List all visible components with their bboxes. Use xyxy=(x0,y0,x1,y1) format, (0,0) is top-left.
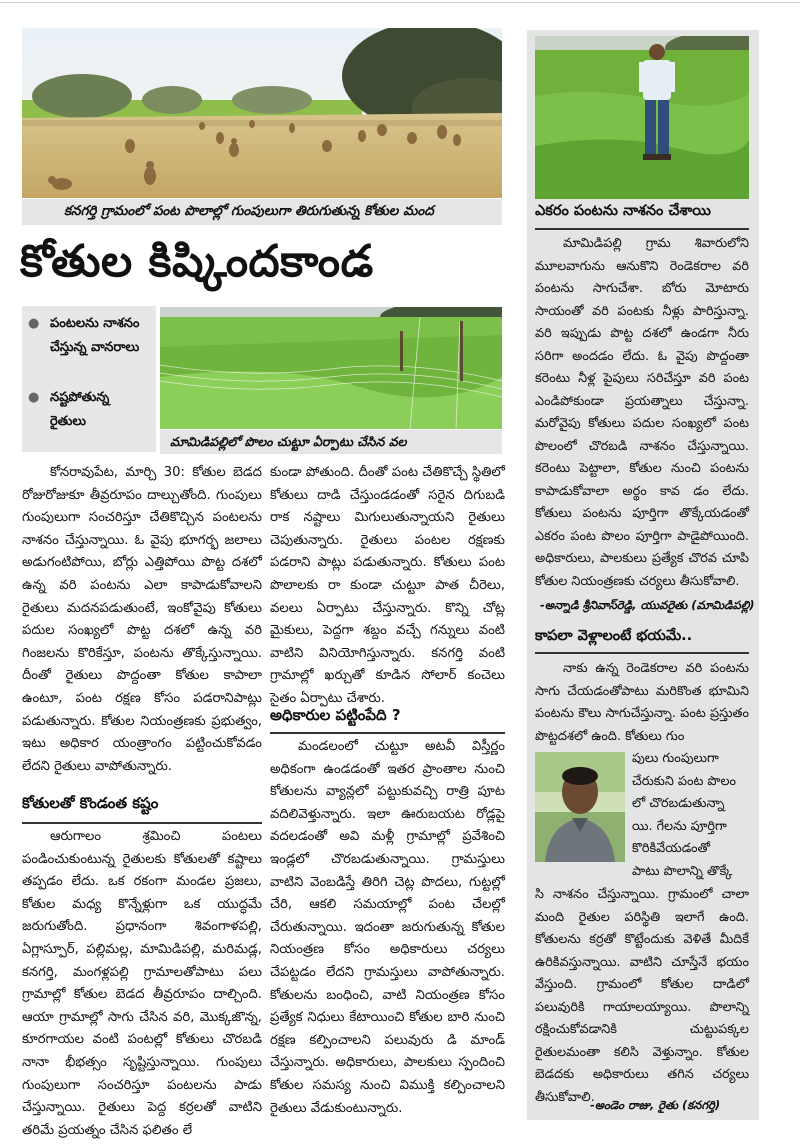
wrap-line: చేరుకుని పంట పొలం xyxy=(632,773,737,789)
section-heading: అధికారుల పట్టింపేది ? xyxy=(270,706,401,724)
sidebar-quote-2 xyxy=(535,658,749,748)
section-rule xyxy=(270,732,505,734)
sidebar-paragraph: నాకు ఉన్న రెండెకరాల వరి పంటను సాగు చేయడంతోపాటు మరికొంత భూమిని పంటను కౌలు సాగుచేస్తున్నా. పంట ప్రస్తుతం పొట్టదశలో ఉంది. కోతులు గుం xyxy=(535,661,749,744)
sidebar-attribution: -అన్నాడి శ్రీనివాస్‌రెడ్డి, యువరైతు (మామిడిపల్లి) xyxy=(540,598,755,612)
article-paragraph: మండలంలో చుట్టూ అటవీ విస్తీర్ణం అధికంగా ఉండడంతో ఇతర ప్రాంతాల నుంచి కోతులను వ్యాన్లలో పట్టుకువచ్చి రాత్రి పూట వదిలివెళ్తున్నారు. ఇలా ఊరుబయట రోడ్లపై వదలడంతో అవి మళ్లీ గ్రామాల్లో ప్రవేశించి ఇండ్లలో చొరబడుతున్నాయి. గ్రామస్తులు వాటిని వెంబడిస్తే తిరిగి చెట్ల పొదలు, గుట్టల్లో చేరి, ఆకలి సమయాల్లో పంట చేలల్లో చేరుతున్నాయి. ఇదంతా జరుగుతున్న కోతుల నియంత్రణ కోసం అధికారులు చర్యలు చేపట్టడం లేదని గ్రామస్తులు వాపోతున్నారు. కోతులను బంధించి, వాటి నియంత్రణ కోసం ప్రత్యేక నిధులు కేటాయించి కోతుల బారి నుంచి రక్షణ కల్పించాలని పలువురు డి మాండ్ చేస్తున్నారు. అధికారులు, పాలకులు స్పందించి కోతుల సమస్య నుంచి విముక్తి కల్పించాలని రైతులు వేడుకుంటున్నారు. xyxy=(270,739,505,1116)
wrap-line: పాటు పొలాన్ని తొక్కే xyxy=(632,863,733,879)
sidebar-paragraph: మామిడిపల్లి గ్రామ శివారులోని మూలవాగును ఆనుకొని రెండెకరాల వరి పంటను సాగుచేశా. బోరు మోటారు సాయంతో వరి పంటకు నీళ్లు పారిస్తున్నా. వరి ఇప్పుడు పొట్ట దశలో ఉండగా నీరు సరిగా అందడం లేదు. ఓ వైపు పొద్దంతా కరెంటు నీళ్ల పైపులు సరిచేస్తూ వరి పంట ఎండిపోకుండా ప్రయత్నాలు చేస్తున్నా. మరోవైపు కోతులు పదుల సంఖ్యలో పంట పొలంలో చొరబడి నాశనం చేస్తున్నాయి. కరెంటు పెట్టాలా, కోతుల నుంచి పంటను కాపాడుకోవాలా అర్థం కావ డం లేదు. కోతులు పంటను పూర్తిగా తొక్కేయడంతో ఎకరం పంట పొలం పూర్తిగా పాడైపోయింది. అధికారులు, పాలకులు ప్రత్యేక చొరవ చూపి కోతుల నియంత్రణకు చర్యలు తీసుకోవాలి. xyxy=(535,236,749,589)
wrap-line: యి. గేలను పూర్తిగా xyxy=(632,818,727,834)
sidebar-attribution: -అండెం రాజు, రైతు (కనగర్తి) xyxy=(590,1098,721,1112)
highlight-text: పంటలను నాశనం చేస్తున్న వానరాలు xyxy=(50,316,140,355)
sidebar-wrap-text xyxy=(632,748,750,883)
top-photo-caption: కనగర్తి గ్రామంలో పంట పొలాల్లో గుంపులుగా తిరుగుతున్న కోతుల మంద xyxy=(64,203,434,219)
sidebar-rule xyxy=(535,652,749,654)
highlight-item xyxy=(28,386,150,434)
middle-photo-caption: మామిడిపల్లిలో పొలం చుట్టూ ఏర్పాటు చేసిన వల xyxy=(170,434,407,449)
article-column-1-cont xyxy=(22,826,262,1142)
monkeys-field-photo xyxy=(22,28,502,198)
sidebar-paragraph: సి నాశనం చేస్తున్నాయి. గ్రామంలో చాలా మంది రైతుల పరిస్థితి ఇలాగే ఉంది. కోతులను కర్రతో కొట్టేందుకు వెళితే మీదికే ఉరికివస్తున్నాయి. వాటిని చూస్తేనే భయం వేస్తుంది. గ్రామంలో కోతుల దాడిలో పలువురికి గాయాలయ్యాయి. పొలాన్ని రక్షించుకోవడానికి చుట్టుపక్కల రైతులమంతా కలిసి వెళ్తున్నాం. కోతుల బెడదకు అధికారులు తగిన చర్యలు తీసుకోవాలి. xyxy=(535,887,749,1105)
wrap-line: కొరికివేయడంతో xyxy=(632,841,710,856)
sidebar-heading: కాపలా వెళ్లాలంటే భయమే.. xyxy=(535,628,693,644)
section-rule xyxy=(22,822,262,824)
section-heading: కోతులతో కొండంత కష్టం xyxy=(22,794,159,812)
page-top-edge xyxy=(0,2,800,3)
farmer-photo-2 xyxy=(535,752,625,862)
article-paragraph: కోనరావుపేట, మార్చి 30: కోతుల బెడద రోజురోజుకూ తీవ్రరూపం దాల్చుతోంది. గుంపులు గుంపులుగా సంచరిస్తూ చేతికొచ్చిన పంటలను నాశనం చేస్తున్నాయి. ఓ వైపు భూగర్భ జలాలు అడుగంటిపోయి, బోర్లు ఎత్తిపోయి పొట్ట దశలో ఉన్న వరి పంటను ఎలా కాపాడుకోవాలని రైతులు మదనపడుతుంటే, ఇంకోవైపు కోతులు పదుల సంఖ్యలో పొట్ట దశలో ఉన్న వరి గింజలను కొరికేస్తూ, పంటను తొక్కేస్తున్నాయి. దీంతో రైతులు పొద్దంతా కోతుల కాపాలా ఉంటూ, పంట రక్షణ కోసం పడరానిపాట్లు పడుతున్నారు. కోతుల నియంత్రణకు ప్రభుత్వం, ఇటు అధికార యంత్రాంగం పట్టించుకోవడం లేదని రైతులు వాపోతున్నారు. xyxy=(22,465,262,774)
sidebar-rule xyxy=(535,228,749,230)
article-column-2-cont xyxy=(270,736,505,1120)
article-paragraph: కుండా పోతుంది. దీంతో పంట చేతికొచ్చే స్థితిలో కోతులు దాడి చేస్తుండడంతో సరైన దిగుబడి రాక నష్టాలు మిగులుతున్నాయని రైతులు చెపుతున్నారు. రైతులు పంటల రక్షణకు పడరాని పాట్లు పడుతున్నారు. కోతులు పంట పొలాలకు రా కుండా చుట్టూ పాత చీరెలు, వలలు ఏర్పాటు చేస్తున్నారు. కొన్ని చోట్ల మైకులు, పెద్దగా శబ్దం వచ్చే గన్నులు వంటి వాటిని వినియోగిస్తున్నారు. కనగర్తి వంటి గ్రామాల్లో ఖర్చుతో కూడిన సోలార్ కంచెలు సైతం ఏర్పాటు చేశారు. xyxy=(270,465,505,706)
sidebar-heading: ఎకరం పంటను నాశనం చేశాయి xyxy=(535,203,711,219)
wrap-line: పులు గుంపులుగా xyxy=(632,751,719,766)
bullet-icon: ● xyxy=(28,316,40,331)
headline: కోతుల కిష్కిందకాండ xyxy=(20,236,374,287)
highlight-item xyxy=(28,312,150,360)
net-field-photo xyxy=(160,307,502,429)
sidebar-quote-2-cont xyxy=(535,884,749,1109)
bullet-icon: ● xyxy=(28,390,40,405)
farmer-photo-1 xyxy=(535,36,749,199)
highlight-text: నష్టపోతున్న రైతులు xyxy=(50,390,110,429)
wrap-line: లో చొరబడుతున్నా xyxy=(632,796,725,811)
sidebar-quote-1 xyxy=(535,233,749,593)
article-paragraph: ఆరుగాలం శ్రమించి పంటలు పండించుకుంటున్న రైతులకు కోతులతో కష్టాలు తప్పడం లేదు. ఒక రకంగా మండల ప్రజలు, కోతుల మధ్య కొన్నేళ్లుగా ఒక యుద్ధమే జరుగుతోంది. ప్రధానంగా శివంగాళపల్లి, ఏగ్లాస్పూర్, పల్లిమల్ల, మామిడిపల్లి, మరిమడ్ల, కనగర్తి, మంగళ్లపల్లి గ్రామాలతోపాటు పలు గ్రామాల్లో కోతుల బెడద తీవ్రరూపం దాల్చింది. ఆయా గ్రామాల్లో సాగు చేసిన వరి, మొక్కజొన్న, కూరగాయల వంటి పంటల్లో కోతులు చొరబడి నానా భీభత్సం సృష్టిస్తున్నాయి. గుంపులు గుంపులుగా సంచరిస్తూ పంటలను పాడు చేస్తున్నాయి. రైతులు పెద్ద కర్రలతో వాటిని తరిమే ప్రయత్నం చేసిన ఫలితం లే xyxy=(22,829,262,1138)
article-column-1 xyxy=(22,462,262,778)
article-column-2 xyxy=(270,462,505,711)
